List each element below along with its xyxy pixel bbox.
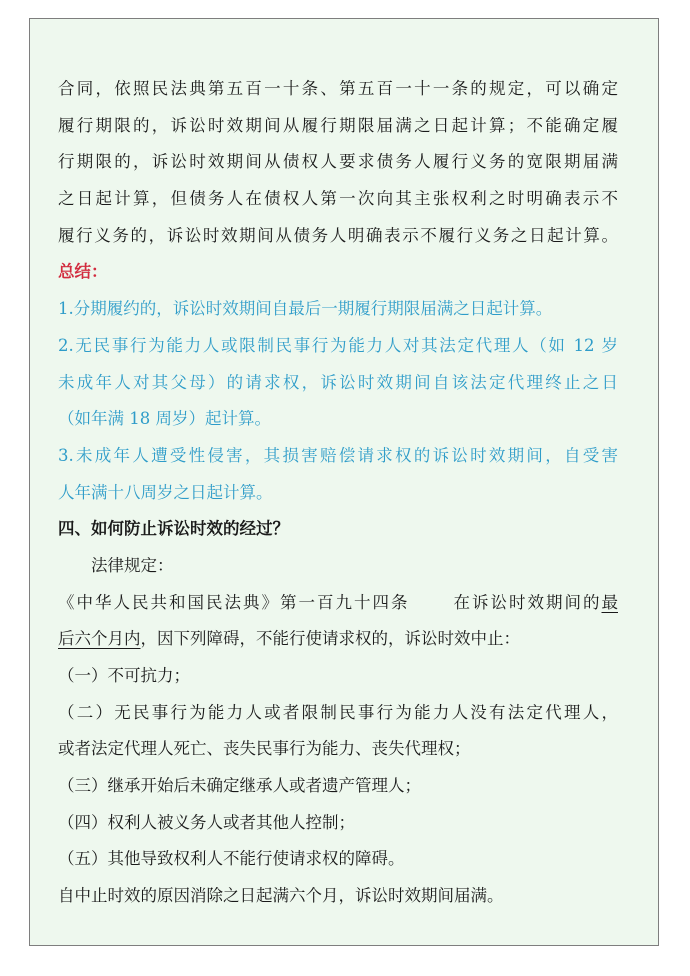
intro-line-2: 履行期限的，诉讼时效期间从履行期限届满之日起计算；不能确定履 <box>58 115 618 135</box>
intro-line-1: 合同，依照民法典第五百一十条、第五百一十一条的规定，可以确定 <box>58 79 618 98</box>
article-emphasis-part-2: 后六个月内 <box>58 629 141 649</box>
article-source: 《中华人民共和国民法典》第一百九十四条 <box>58 592 410 612</box>
article-lead: 在诉讼时效期间的 <box>451 592 602 612</box>
intro-line-3: 行期限的，诉讼时效期间从债权人要求债务人履行义务的宽限期届满 <box>58 152 618 172</box>
article-item-2-line-1: （二）无民事行为能力人或者限制民事行为能力人没有法定代理人， <box>58 702 618 722</box>
legal-provisions-label: 法律规定： <box>91 555 174 575</box>
summary-heading: 总结： <box>58 262 108 282</box>
closing-line: 自中止时效的原因消除之日起满六个月，诉讼时效期间届满。 <box>58 886 504 906</box>
article-item-3: （三）继承开始后未确定继承人或者遗产管理人； <box>58 776 421 796</box>
article-line-2 <box>58 621 618 658</box>
summary-item-2-line-2: 未成年人对其父母）的请求权，诉讼时效期间自该法定代理终止之日 <box>58 372 618 392</box>
summary-item-2-line-1: 2.无民事行为能力人或限制民事行为能力人对其法定代理人（如 12 岁 <box>58 335 618 355</box>
intro-line-5: 履行义务的，诉讼时效期间从债务人明确表示不履行义务之日起计算。 <box>58 225 618 245</box>
article-rest: ，因下列障碍，不能行使请求权的，诉讼时效中止： <box>140 629 520 649</box>
watermark <box>290 954 404 968</box>
article-item-1: （一）不可抗力； <box>58 666 190 685</box>
article-line-1 <box>58 585 618 622</box>
section-4-heading: 四、如何防止诉讼时效的经过？ <box>58 519 289 539</box>
article-item-4: （四）权利人被义务人或者其他人控制； <box>58 812 355 832</box>
intro-line-4: 之日起计算，但债务人在债权人第一次向其主张权利之时明确表示不 <box>58 189 618 209</box>
summary-item-3-line-1: 3.未成年人遭受性侵害，其损害赔偿请求权的诉讼时效期间，自受害 <box>58 445 618 465</box>
document-body <box>58 71 618 915</box>
summary-item-2-line-3: （如年满 18 周岁）起计算。 <box>58 409 271 429</box>
article-emphasis-part-1: 最 <box>601 592 618 612</box>
article-item-2-line-2: 或者法定代理人死亡、丧失民事行为能力、丧失代理权； <box>58 739 471 759</box>
summary-item-1: 1.分期履约的，诉讼时效期间自最后一期履行期限届满之日起计算。 <box>58 299 553 319</box>
summary-item-3-line-2: 人年满十八周岁之日起计算。 <box>58 482 273 502</box>
article-item-5: （五）其他导致权利人不能行使请求权的障碍。 <box>58 849 405 869</box>
